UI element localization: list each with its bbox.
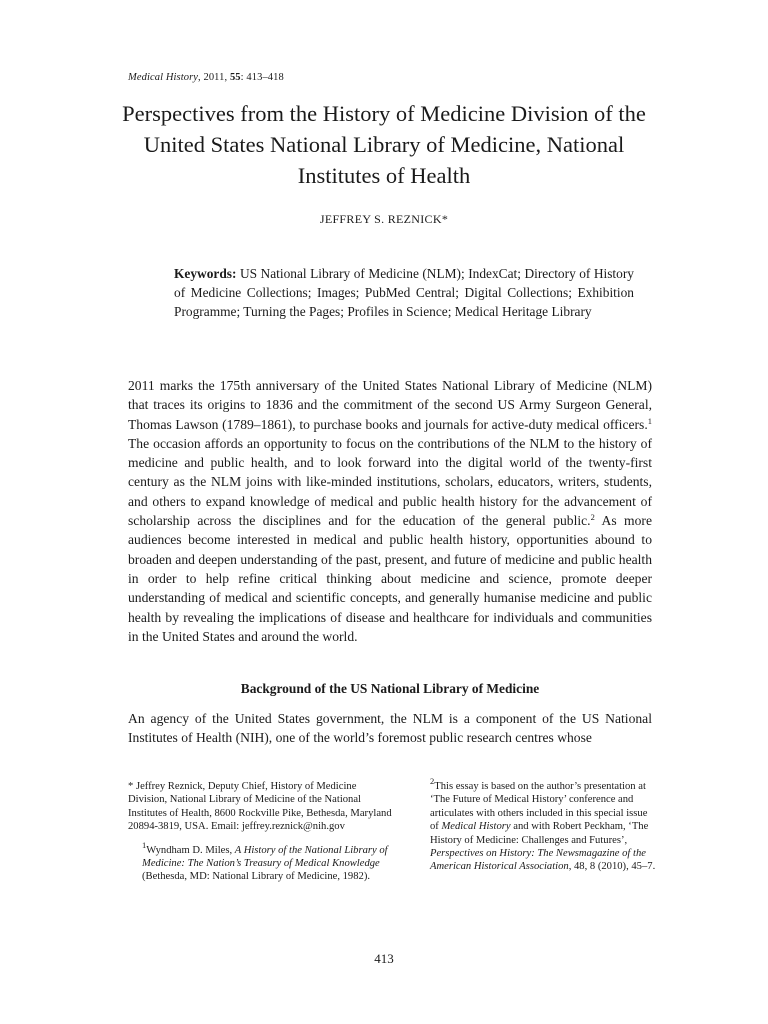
- footnote-2: [412, 776, 657, 874]
- intro-text-3: As more audiences become interested in medical and public health history, opportunities abound to broaden and deepen understanding of the past, present, and future of medicine and public health in order to help refine critical thinking about medicine and science, promote deeper understanding of medical and scientific concepts, and generally humanise medicine and public health by revealing the implications of disease and healthcare for individuals and communities in the United States and around the world.: [128, 513, 652, 644]
- footnote-1-title: A History of the National Library of Medicine: The Nation’s Treasury of Medical Knowledge: [142, 844, 388, 870]
- running-head: [128, 72, 284, 83]
- journal-volume: 55: [229, 72, 241, 83]
- footnote-1-number: 1: [142, 839, 147, 850]
- footnote-2-text-1: This essay is based on the author’s presentation at ‘The Future of Medical History’ conference and articulates with others included in this special issue of: [430, 781, 648, 833]
- article-title: Perspectives from the History of Medicine Division of the United States National Library of Medicine, National Institutes of Health: [122, 101, 646, 188]
- section-heading: Background of the US National Library of Medicine: [240, 681, 540, 696]
- footnote-2-journal: Medical History: [441, 821, 511, 833]
- footnote-1: [128, 839, 396, 884]
- background-paragraph: An agency of the United States government, the NLM is a component of the US National Institutes of Health (NIH), one of the world’s foremost public research centres whose: [128, 711, 652, 746]
- footnote-ref-1: 1: [647, 415, 652, 426]
- footnotes-right-column: [412, 776, 657, 874]
- footnote-ref-2: 2: [590, 512, 595, 523]
- footnote-1-publisher: (Bethesda, MD: National Library of Medicine, 1982).: [142, 871, 370, 883]
- footnote-2-text-2: and with Robert Peckham, ‘The History of Medicine: Challenges and Futures’,: [430, 821, 649, 846]
- author-footnote: * Jeffrey Reznick, Deputy Chief, History of Medicine Division, National Library of Medicine of the National Institutes of Health, 8600 Rockville Pike, Bethesda, Maryland 20894-3819, USA. Email: jeffrey.reznick@nih.gov: [128, 781, 392, 833]
- journal-name: Medical History: [128, 72, 199, 83]
- footnote-2-text-3: , 48, 8 (2010), 45–7.: [568, 861, 656, 873]
- author-name: JEFFREY S. REZNICK*: [319, 212, 449, 226]
- page-number: 413: [374, 951, 394, 966]
- footnote-1-author: Wyndham D. Miles,: [146, 844, 235, 856]
- intro-paragraph: [128, 376, 652, 646]
- keywords-text: US National Library of Medicine (NLM); IndexCat; Directory of History of Medicine Collections; Images; PubMed Central; Digital Collections; Exhibition Programme; Turning the Pages; Profiles in Science; Medical Heritage Library: [174, 266, 634, 319]
- keywords: [174, 264, 634, 321]
- footnotes-left-column: [128, 780, 396, 884]
- footnote-2-magazine: Perspectives on History: The Newsmagazine of the American Historical Association: [430, 848, 646, 873]
- intro-text-1: 2011 marks the 175th anniversary of the United States National Library of Medicine (NLM) that traces its origins to 1836 and the commitment of the second US Army Surgeon General, Thomas Lawson (1789–1861), to purchase books and journals for active-duty medical officers.: [128, 378, 652, 432]
- journal-pages: : 413–418: [240, 72, 284, 83]
- footnote-2-number: 2: [430, 776, 435, 786]
- journal-year: , 2011,: [198, 72, 230, 83]
- keywords-label: Keywords:: [174, 266, 237, 281]
- intro-text-2: The occasion affords an opportunity to focus on the contributions of the NLM to the history of medicine and public health, and to look forward into the digital world of the twenty-first century as the NLM joins with like-minded institutions, scholars, educators, writers, students, and others to expand knowledge of medical and public health history for the advancement of scholarship across the disciplines and for the education of the general public.: [128, 435, 652, 529]
